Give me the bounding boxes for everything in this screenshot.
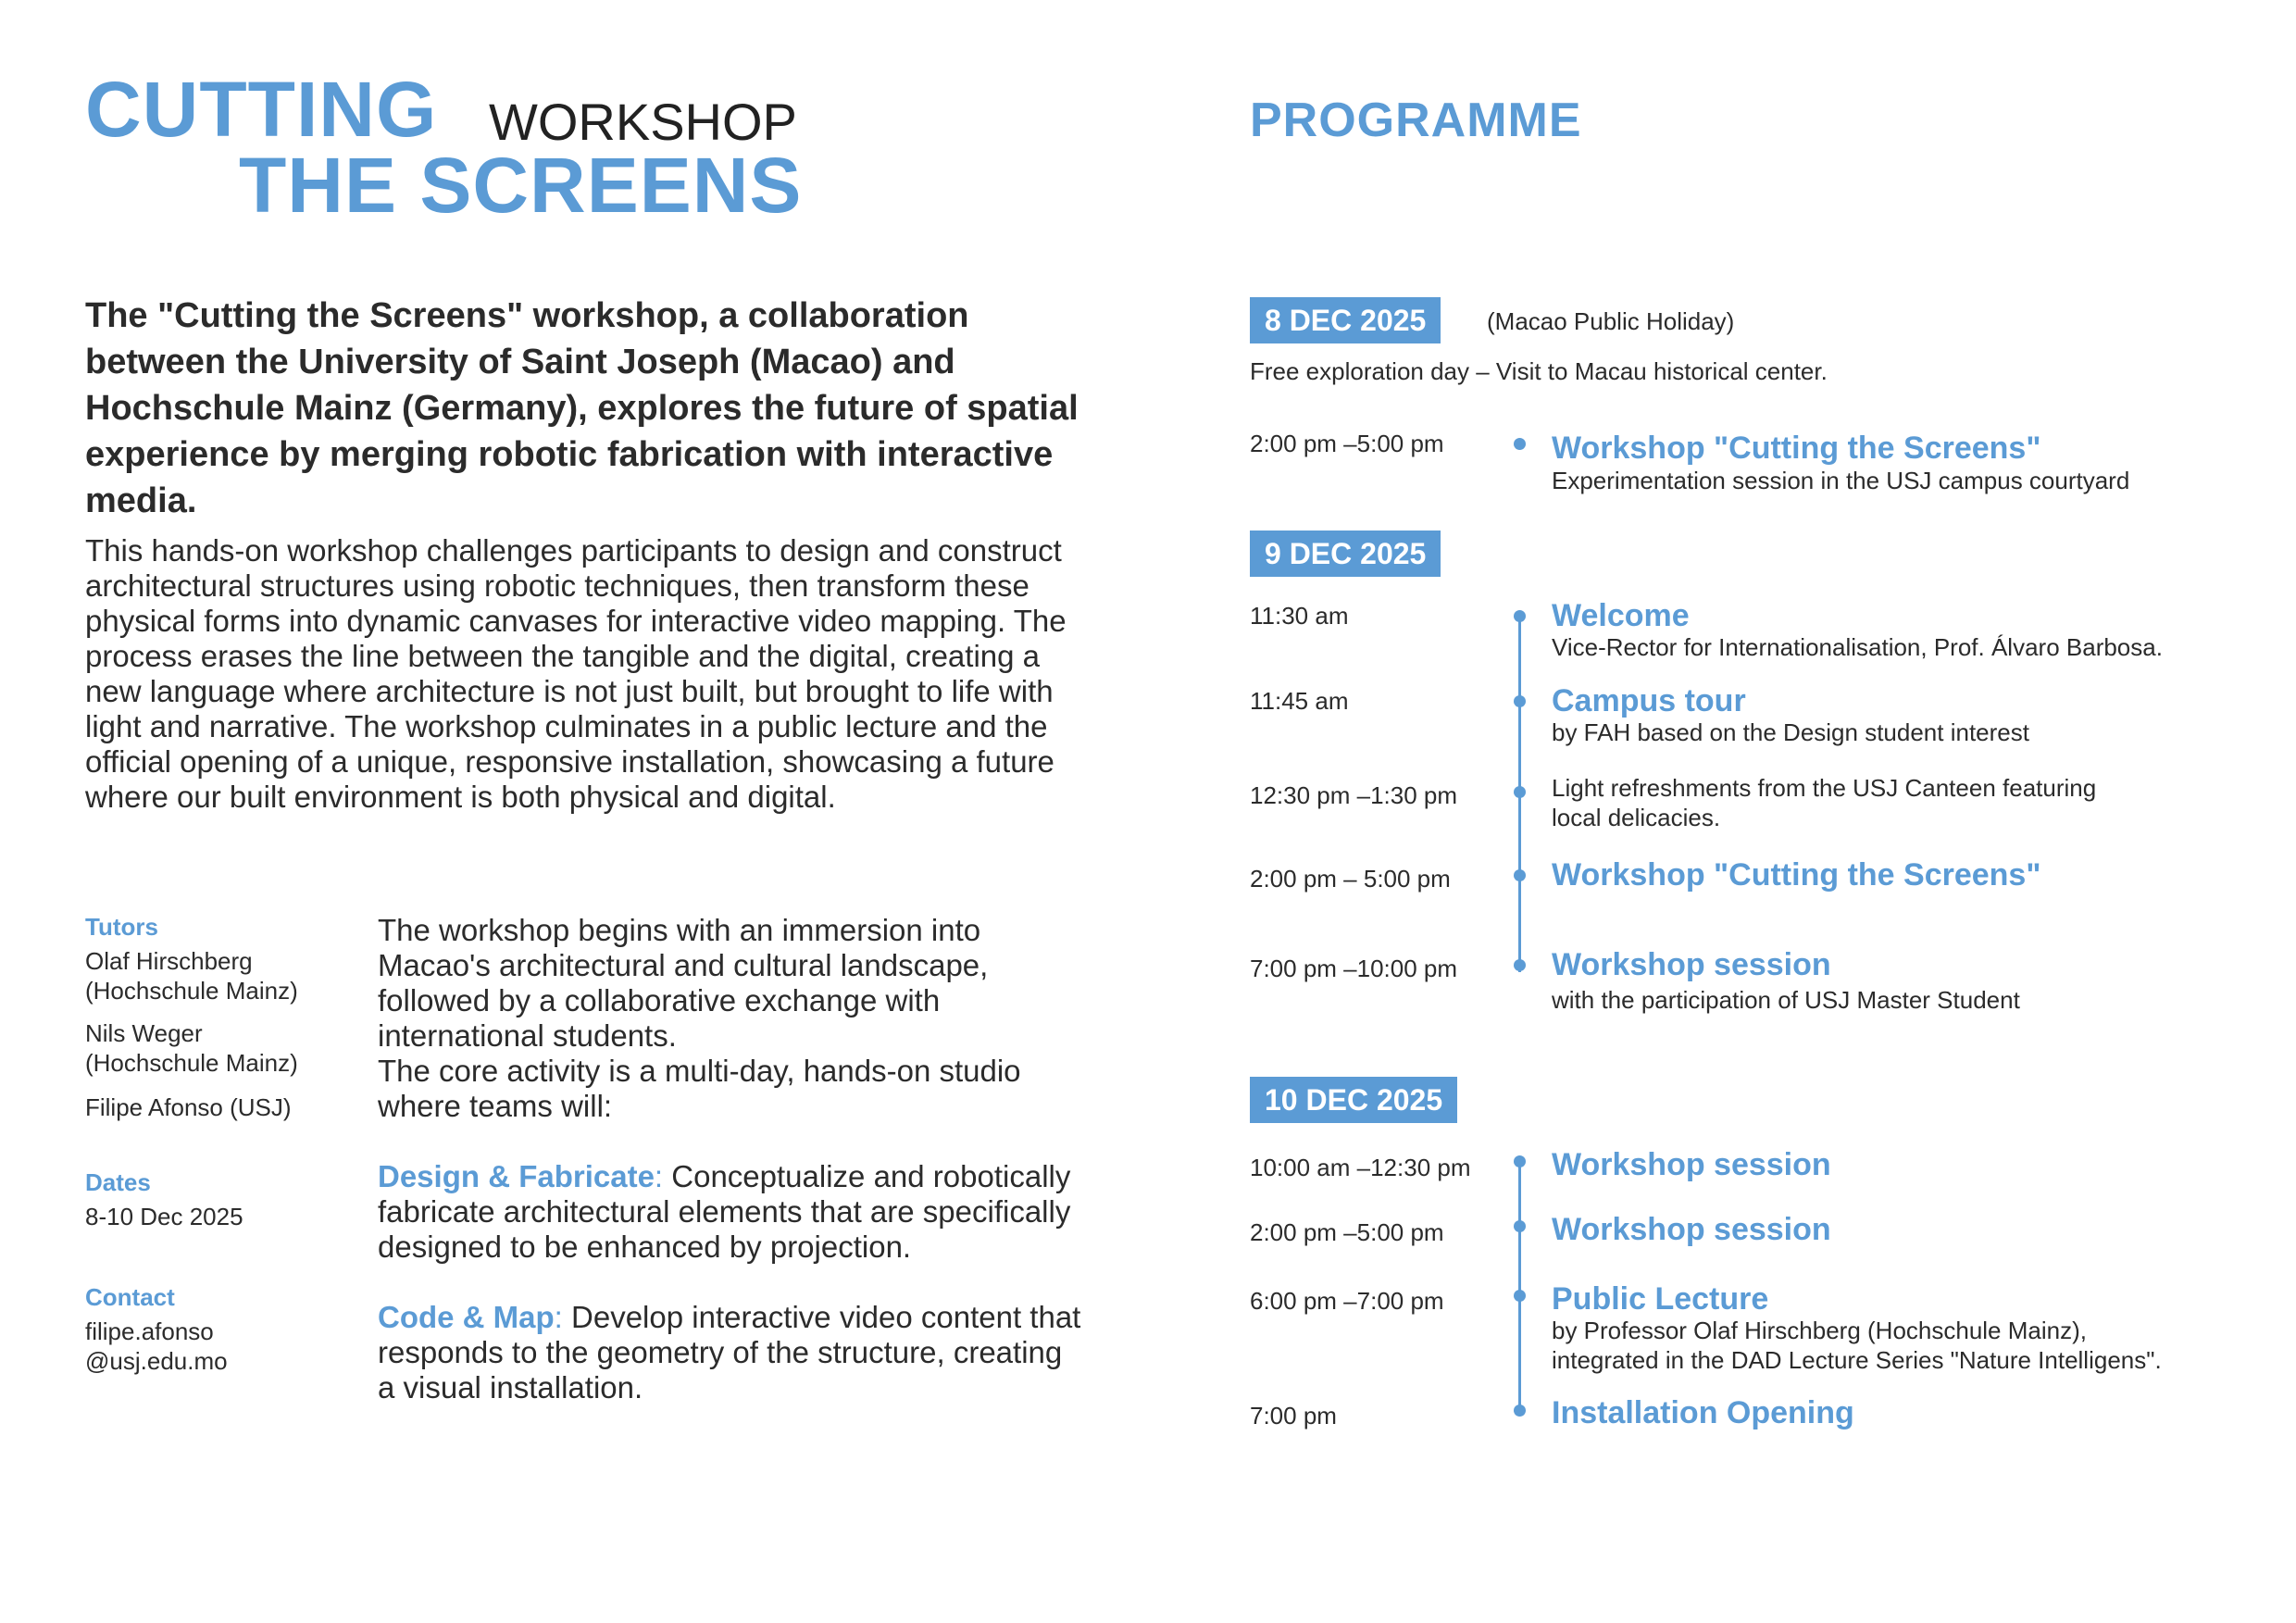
date-badge-9-dec: 9 DEC 2025: [1250, 531, 1441, 577]
event-subtitle: integrated in the DAD Lecture Series "Nature Intelligens".: [1552, 1346, 2162, 1374]
lead-paragraph: The "Cutting the Screens" workshop, a collaboration between the University of Saint Joseph (Macao) and Hochschule Mainz (Germany), explores the future of spatial experience by merging robotic fabrication with interactive media.: [85, 296, 1079, 520]
event-time: 12:30 pm –1:30 pm: [1250, 781, 1458, 809]
event-subtitle: by FAH based on the Design student interest: [1552, 718, 2029, 746]
timeline-dot: [1514, 610, 1526, 622]
event-title: Welcome: [1552, 598, 1690, 633]
timeline-dot: [1514, 1155, 1526, 1167]
event-time: 7:00 pm –10:00 pm: [1250, 955, 1458, 982]
free-exploration-text: Free exploration day – Visit to Macau historical center.: [1250, 357, 1828, 385]
timeline-dot: [1514, 869, 1526, 881]
details-paragraph-1: The workshop begins with an immersion into Macao's architectural and cultural landscape, followed by a collaborative exchange with international students.: [378, 913, 989, 1053]
title-workshop: WORKSHOP: [489, 93, 797, 151]
timeline-dot: [1514, 786, 1526, 798]
event-subtitle: Experimentation session in the USJ campus courtyard: [1552, 467, 2130, 494]
intro-paragraph: This hands-on workshop challenges participants to design and construct architectural structures using robotic techniques, then transform these physical forms into dynamic canvases for interactive video mapping. The process erases the line between the tangible and the digital, creating a new language where architecture is not just built, but brought to life with light and narrative. The workshop culminates in a public lecture and the official opening of a unique, responsive installation, showcasing a future where our built environment is both physical and digital.: [85, 533, 1067, 814]
timeline-line: [1518, 1161, 1521, 1414]
event-time: 10:00 am –12:30 pm: [1250, 1154, 1471, 1181]
programme-title: PROGRAMME: [1250, 94, 1582, 147]
event-title: Public Lecture: [1552, 1281, 1769, 1317]
event-subtitle: Vice-Rector for Internationalisation, Prof. Álvaro Barbosa.: [1552, 633, 2163, 661]
details-paragraph-2: The core activity is a multi-day, hands-on studio where teams will:: [378, 1054, 1021, 1123]
tutor-name: Olaf Hirschberg: [85, 947, 253, 975]
event-time: 11:45 am: [1250, 687, 1349, 715]
code-map-keyword: Code & Map: [378, 1300, 555, 1334]
timeline-dot: [1514, 1220, 1526, 1232]
timeline-dot: [1514, 1405, 1526, 1417]
design-fabricate-text: Conceptualize and robotically fabricate architectural elements that are specifically designed to be enhanced by projection.: [378, 1159, 1071, 1264]
dates-value: 8-10 Dec 2025: [85, 1203, 243, 1230]
event-subtitle: local delicacies.: [1552, 804, 1721, 831]
dates-label: Dates: [85, 1168, 151, 1196]
event-time: 7:00 pm: [1250, 1402, 1337, 1429]
tutor-name: Nils Weger: [85, 1019, 203, 1047]
event-title: Workshop "Cutting the Screens": [1552, 431, 2041, 466]
code-map-item: [378, 1300, 1081, 1405]
timeline-dot: [1514, 1290, 1526, 1302]
event-time: 11:30 am: [1250, 602, 1349, 630]
event-title: Workshop session: [1552, 1212, 1831, 1247]
tutors-label: Tutors: [85, 913, 158, 941]
timeline-dot: [1514, 695, 1526, 707]
contact-email-line2[interactable]: @usj.edu.mo: [85, 1347, 228, 1375]
title-cutting: CUTTING: [85, 66, 438, 153]
contact-label: Contact: [85, 1283, 175, 1311]
timeline-dot: [1514, 959, 1526, 971]
event-title: Campus tour: [1552, 683, 1746, 718]
event-time: 2:00 pm – 5:00 pm: [1250, 865, 1451, 893]
event-title: Installation Opening: [1552, 1395, 1854, 1430]
contact-email-line1[interactable]: filipe.afonso: [85, 1317, 214, 1345]
code-map-text: Develop interactive video content that responds to the geometry of the structure, creating a visual installation.: [378, 1300, 1081, 1405]
public-holiday-note: (Macao Public Holiday): [1487, 307, 1735, 335]
event-title: Workshop "Cutting the Screens": [1552, 857, 2041, 893]
event-title: Workshop session: [1552, 1147, 1831, 1182]
design-fabricate-keyword: Design & Fabricate: [378, 1159, 655, 1193]
event-subtitle: Light refreshments from the USJ Canteen featuring: [1552, 774, 2097, 802]
event-time: 6:00 pm –7:00 pm: [1250, 1287, 1444, 1315]
event-subtitle: by Professor Olaf Hirschberg (Hochschule Mainz),: [1552, 1317, 2087, 1344]
tutor-affiliation: (Hochschule Mainz): [85, 1049, 298, 1077]
event-title: Workshop session: [1552, 947, 1831, 982]
keyword-colon: :: [554, 1300, 563, 1334]
event-subtitle: with the participation of USJ Master Student: [1552, 986, 2020, 1014]
event-time: 2:00 pm –5:00 pm: [1250, 430, 1444, 457]
date-badge-8-dec: 8 DEC 2025: [1250, 297, 1441, 343]
tutor-affiliation: (Hochschule Mainz): [85, 977, 298, 1005]
design-fabricate-item: [378, 1159, 1081, 1265]
timeline-dot: [1514, 438, 1526, 450]
workshop-details: [378, 913, 1081, 1405]
date-badge-10-dec: 10 DEC 2025: [1250, 1077, 1457, 1123]
event-time: 2:00 pm –5:00 pm: [1250, 1218, 1444, 1246]
keyword-colon: :: [654, 1159, 664, 1193]
title-the-screens: THE SCREENS: [239, 142, 803, 229]
tutor-name: Filipe Afonso (USJ): [85, 1093, 292, 1121]
